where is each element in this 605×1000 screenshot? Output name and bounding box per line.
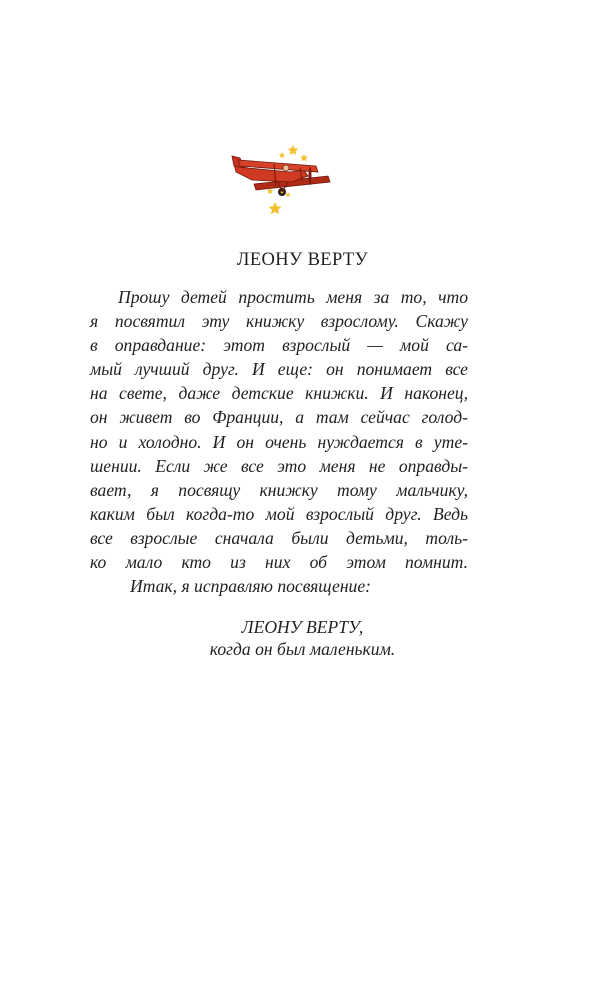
paragraph-line: шении. Если же все это меня не оправды- [90,455,468,476]
paragraph-line: на свете, даже детские книжки. И наконец, [90,383,468,404]
star-icon [279,152,285,158]
star-icon [300,154,308,161]
paragraph-line: он живет во Франции, а там сейчас голод- [90,407,468,428]
paragraph-line: ко мало кто из них об этом помнит. [90,552,468,573]
star-icon [268,202,281,214]
revised-dedication-name: ЛЕОНУ ВЕРТУ, [241,617,364,637]
propeller [309,167,312,185]
star-icon [288,145,299,155]
paragraph-line: каким был когда-то мой взрослый друг. Ведь [90,503,468,524]
star-icon [285,192,290,197]
correction-line: Итак, я исправляю посвящение: [130,576,372,597]
revised-dedication-subtitle: когда он был маленьким. [209,639,396,659]
paragraph-line: я посвятил эту книжку взрослому. Скажу [90,311,468,332]
paragraph-line: все взрослые сначала были детьми, толь- [90,527,468,548]
revised-dedication [0,616,605,660]
paragraph-line: но и холодно. И он очень нуждается в уте- [90,431,468,452]
paragraph-line: мый лучший друг. И еще: он понимает все [90,359,468,380]
biplane-illustration [230,142,334,216]
dedication-heading: ЛЕОНУ ВЕРТУ [236,250,369,270]
dedication-paragraph [90,285,468,598]
paragraph-line: в оправдание: этот взрослый — мой са- [90,335,468,356]
pilot [283,165,289,171]
paragraph-line: Прошу детей простить меня за то, что [118,287,468,307]
paragraph-line: вает, я посвящу книжку тому мальчику, [90,479,468,500]
